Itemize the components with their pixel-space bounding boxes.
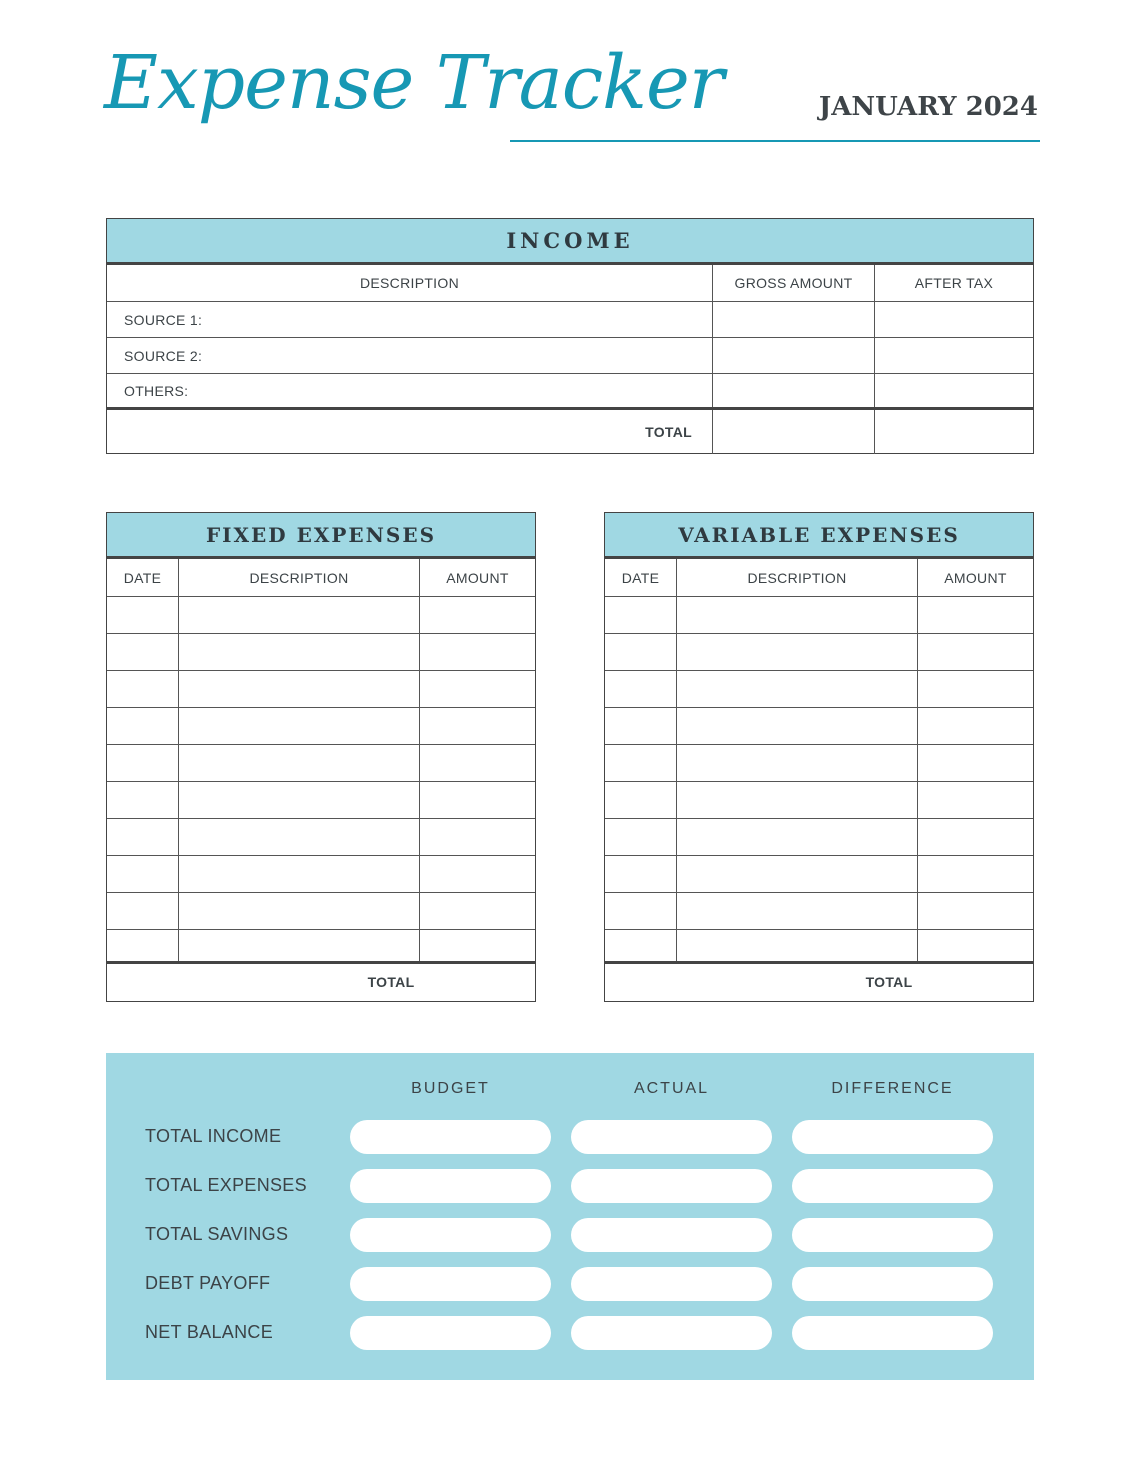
variable-date-cell[interactable] [605,930,677,961]
fixed-total-row [107,964,535,1000]
fixed-col-description: DESCRIPTION [179,559,420,596]
income-row-others [107,374,1033,410]
summary-budget-field[interactable] [350,1120,551,1154]
variable-date-cell[interactable] [605,856,677,892]
fixed-expense-row [107,893,535,930]
fixed-amount-cell[interactable] [420,819,535,855]
month-label: JANUARY 2024 [818,92,1038,122]
income-after-tax-cell[interactable] [875,302,1033,337]
page-title: Expense Tracker [104,40,724,126]
fixed-amount-cell[interactable] [420,597,535,633]
variable-amount-cell[interactable] [918,745,1033,781]
income-col-description: DESCRIPTION [107,265,713,301]
variable-expense-row [605,893,1033,930]
income-total-row [107,410,1033,454]
income-gross-cell[interactable] [713,338,875,373]
summary-difference-field[interactable] [792,1316,993,1350]
fixed-date-cell[interactable] [107,708,179,744]
variable-expenses-table [604,512,1034,1002]
variable-description-cell[interactable] [677,893,918,929]
fixed-date-cell[interactable] [107,819,179,855]
variable-amount-cell[interactable] [918,634,1033,670]
income-col-gross: GROSS AMOUNT [713,265,875,301]
variable-expense-row [605,930,1033,964]
variable-col-date: DATE [605,559,677,596]
summary-row-label: NET BALANCE [145,1322,274,1342]
variable-amount-cell[interactable] [918,819,1033,855]
variable-date-cell[interactable] [605,893,677,929]
variable-total-label: TOTAL [865,974,913,990]
variable-amount-cell[interactable] [918,671,1033,707]
income-header-row [107,265,1033,302]
variable-description-cell[interactable] [677,782,918,818]
fixed-description-cell[interactable] [179,671,420,707]
fixed-amount-cell[interactable] [420,893,535,929]
summary-actual-field[interactable] [571,1120,772,1154]
fixed-expense-row [107,597,535,634]
fixed-date-cell[interactable] [107,634,179,670]
variable-amount-cell[interactable] [918,856,1033,892]
fixed-date-cell[interactable] [107,745,179,781]
variable-date-cell[interactable] [605,745,677,781]
income-gross-cell[interactable] [713,374,875,407]
variable-expense-row [605,671,1033,708]
fixed-expense-row [107,819,535,856]
fixed-header-row [107,559,535,597]
variable-date-cell[interactable] [605,782,677,818]
variable-amount-cell[interactable] [918,893,1033,929]
variable-date-cell[interactable] [605,597,677,633]
summary-difference-field[interactable] [792,1169,993,1203]
summary-actual-field[interactable] [571,1316,772,1350]
fixed-amount-cell[interactable] [420,782,535,818]
fixed-date-cell[interactable] [107,856,179,892]
variable-date-cell[interactable] [605,671,677,707]
fixed-expenses-table [106,512,536,1002]
summary-row-label: TOTAL SAVINGS [145,1224,289,1244]
income-row-source-1 [107,302,1033,338]
fixed-amount-cell[interactable] [420,634,535,670]
summary-actual-field[interactable] [571,1169,772,1203]
fixed-description-cell[interactable] [179,745,420,781]
summary-difference-field[interactable] [792,1267,993,1301]
variable-expense-row [605,597,1033,634]
variable-header-row [605,559,1033,597]
fixed-description-cell[interactable] [179,856,420,892]
summary-col-actual: ACTUAL [633,1080,710,1097]
variable-amount-cell[interactable] [918,782,1033,818]
fixed-expense-row [107,671,535,708]
variable-amount-cell[interactable] [918,930,1033,961]
fixed-description-cell[interactable] [179,708,420,744]
income-total-label: TOTAL [107,410,713,454]
income-table [106,218,1034,454]
fixed-date-cell[interactable] [107,782,179,818]
variable-description-cell[interactable] [677,745,918,781]
summary-difference-field[interactable] [792,1218,993,1252]
summary-actual-field[interactable] [571,1218,772,1252]
fixed-description-cell[interactable] [179,819,420,855]
summary-row-label: TOTAL INCOME [145,1126,282,1146]
income-gross-cell[interactable] [713,302,875,337]
summary-actual-field[interactable] [571,1267,772,1301]
fixed-expenses-title: FIXED EXPENSES [107,513,535,559]
variable-amount-cell[interactable] [918,708,1033,744]
fixed-amount-cell[interactable] [420,708,535,744]
fixed-expense-row [107,634,535,671]
variable-description-cell[interactable] [677,930,918,961]
income-after-tax-cell[interactable] [875,374,1033,407]
summary-row-label: TOTAL EXPENSES [145,1175,307,1195]
variable-description-cell[interactable] [677,634,918,670]
variable-col-description: DESCRIPTION [677,559,918,596]
variable-expense-row [605,856,1033,893]
fixed-date-cell[interactable] [107,597,179,633]
income-total-gross-cell[interactable] [713,410,875,454]
income-col-after-tax: AFTER TAX [914,275,994,291]
variable-date-cell[interactable] [605,634,677,670]
variable-description-cell[interactable] [677,671,918,707]
income-row-source-2 [107,338,1033,374]
variable-expense-row [605,782,1033,819]
income-after-tax-cell[interactable] [875,338,1033,373]
summary-row-label: DEBT PAYOFF [145,1273,271,1293]
variable-description-cell[interactable] [677,708,918,744]
summary-panel [106,1053,1034,1380]
variable-description-cell[interactable] [677,597,918,633]
fixed-description-cell[interactable] [179,634,420,670]
fixed-date-cell[interactable] [107,893,179,929]
fixed-date-cell[interactable] [107,930,179,961]
fixed-expense-row [107,745,535,782]
variable-amount-cell[interactable] [918,597,1033,633]
income-total-after-tax-cell[interactable] [875,410,1033,454]
summary-col-difference: DIFFERENCE [831,1080,954,1097]
variable-expense-row [605,708,1033,745]
summary-budget-field[interactable] [350,1267,551,1301]
month-underline [510,140,1040,142]
summary-budget-field[interactable] [350,1218,551,1252]
summary-budget-field[interactable] [350,1169,551,1203]
fixed-expense-row [107,708,535,745]
fixed-description-cell[interactable] [179,893,420,929]
variable-expense-row [605,634,1033,671]
variable-date-cell[interactable] [605,819,677,855]
variable-col-amount: AMOUNT [944,569,1007,586]
fixed-expense-row [107,930,535,964]
variable-expense-row [605,819,1033,856]
income-row-label[interactable]: SOURCE 2: [107,338,713,373]
fixed-col-date: DATE [107,559,179,596]
fixed-description-cell[interactable] [179,597,420,633]
fixed-expense-row [107,782,535,819]
variable-expense-row [605,745,1033,782]
variable-description-cell[interactable] [677,856,918,892]
summary-col-budget: BUDGET [411,1080,490,1097]
fixed-amount-cell[interactable] [420,671,535,707]
variable-description-cell[interactable] [677,819,918,855]
income-title: INCOME [107,219,1033,265]
fixed-description-cell[interactable] [179,782,420,818]
variable-total-row [605,964,1033,1000]
fixed-amount-cell[interactable] [420,930,535,961]
summary-difference-field[interactable] [792,1120,993,1154]
variable-expenses-title: VARIABLE EXPENSES [605,513,1033,559]
fixed-amount-cell[interactable] [420,856,535,892]
fixed-date-cell[interactable] [107,671,179,707]
fixed-amount-cell[interactable] [420,745,535,781]
fixed-col-amount: AMOUNT [446,569,509,586]
summary-budget-field[interactable] [350,1316,551,1350]
fixed-total-label: TOTAL [367,974,415,990]
income-row-label[interactable]: OTHERS: [107,374,713,407]
fixed-expense-row [107,856,535,893]
fixed-description-cell[interactable] [179,930,420,961]
income-row-label[interactable]: SOURCE 1: [107,302,713,337]
variable-date-cell[interactable] [605,708,677,744]
